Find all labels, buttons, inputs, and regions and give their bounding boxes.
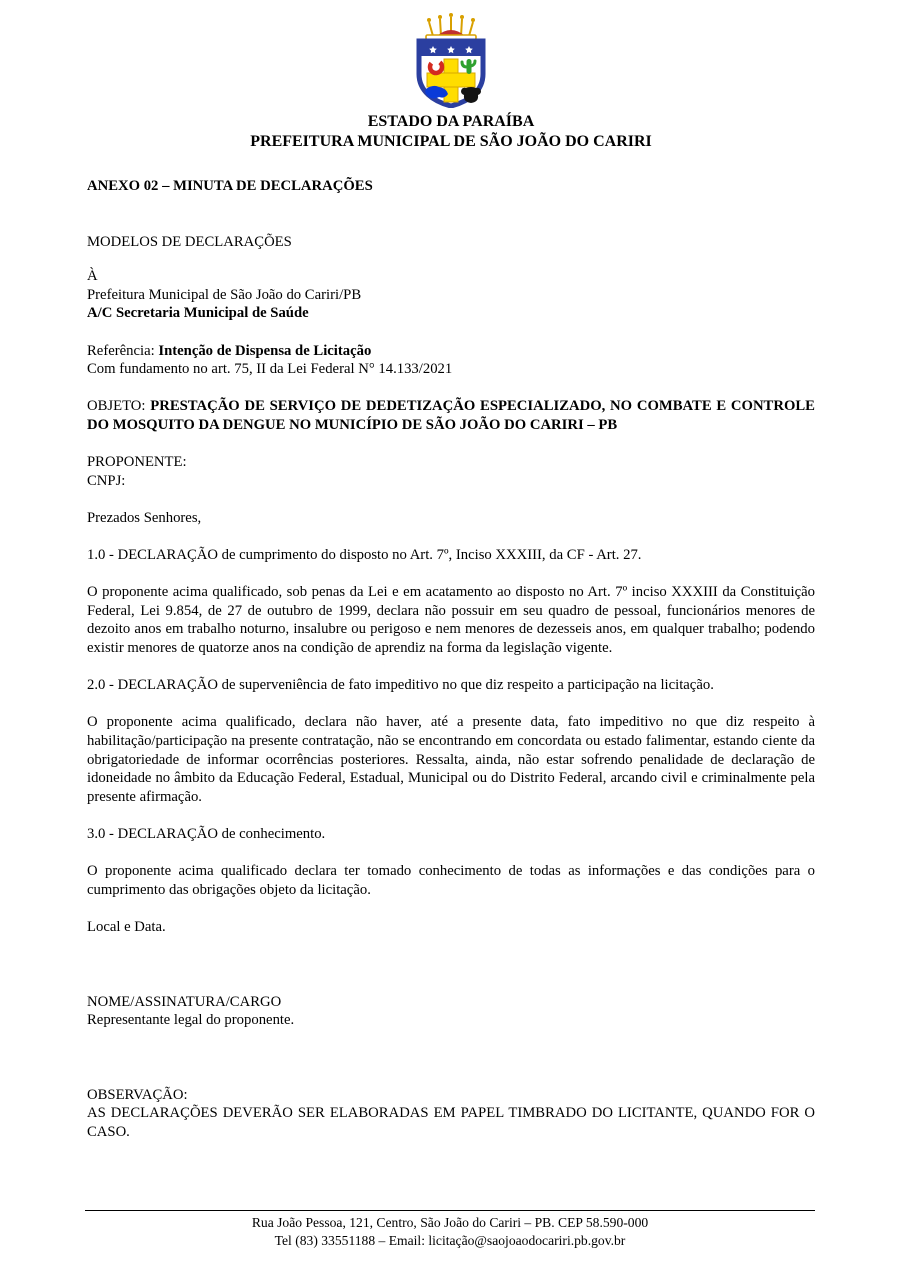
spacer (87, 1030, 815, 1086)
spacer (87, 528, 815, 547)
greeting: Prezados Senhores, (87, 509, 202, 526)
spacer (87, 379, 815, 398)
anexo-title: ANEXO 02 – MINUTA DE DECLARAÇÕES (87, 178, 373, 194)
footer-address: Rua João Pessoa, 121, Centro, São João do Cariri – PB. CEP 58.590-000 (251, 1215, 649, 1230)
spacer (87, 490, 815, 509)
footer-contact: Tel (83) 33551188 – Email: licitação@saojoaodocariri.pb.gov.br (274, 1232, 626, 1248)
spacer (87, 251, 815, 267)
legal-basis: Com fundamento no art. 75, II da Lei Federal N° 14.133/2021 (87, 361, 453, 378)
spacer (87, 899, 815, 918)
spacer (87, 658, 815, 677)
spacer (87, 695, 815, 714)
reference-value: Intenção de Dispensa de Licitação (158, 342, 372, 359)
spacer (87, 937, 815, 993)
addressee-org: Prefeitura Municipal de São João do Cariri/PB (87, 286, 362, 303)
signature-name-line: NOME/ASSINATURA/CARGO (87, 993, 282, 1010)
spacer (87, 196, 815, 233)
spacer (87, 565, 815, 584)
objeto-paragraph (87, 397, 815, 434)
signature-role-line: Representante legal do proponente. (87, 1012, 295, 1029)
section-1-heading: 1.0 - DECLARAÇÃO de cumprimento do disposto no Art. 7º, Inciso XXXIII, da CF - Art. 27. (87, 547, 642, 564)
header-municipality: PREFEITURA MUNICIPAL DE SÃO JOÃO DO CARIRI (250, 132, 652, 150)
spacer (87, 151, 815, 177)
observation-text: AS DECLARAÇÕES DEVERÃO SER ELABORADAS EM PAPEL TIMBRADO DO LICITANTE, QUANDO FOR O CASO. (87, 1105, 815, 1140)
addressee-attention: A/C Secretaria Municipal de Saúde (87, 305, 309, 322)
section-3-body: O proponente acima qualificado declara ter tomado conhecimento de todas as informações e das condições para o cumprimento das obrigações objeto da licitação. (87, 863, 815, 898)
spacer (87, 323, 815, 342)
objeto-value: PRESTAÇÃO DE SERVIÇO DE DEDETIZAÇÃO ESPECIALIZADO, NO COMBATE E CONTROLE DO MOSQUITO DA DENGUE NO MUNICÍPIO DE SÃO JOÃO DO CARIRI – PB (87, 398, 815, 433)
spacer (87, 844, 815, 863)
coat-of-arms-logo (413, 10, 489, 108)
observation-label: OBSERVAÇÃO: (87, 1086, 188, 1103)
crown-icon (426, 13, 476, 40)
reference-line (87, 342, 815, 361)
local-data: Local e Data. (87, 918, 166, 935)
objeto-label: OBJETO: (87, 398, 151, 415)
spacer (87, 806, 815, 825)
reference-label: Referência: (87, 342, 159, 359)
section-3-heading: 3.0 - DECLARAÇÃO de conhecimento. (87, 826, 326, 842)
header-state: ESTADO DA PARAÍBA (367, 113, 535, 130)
section-1-body: O proponente acima qualificado, sob penas da Lei e em acatamento ao disposto no Art. 7º inciso XXXIII da Constituição Federal, Lei 9.854, de 27 de outubro de 1999, declara não possuir em seu quadro de pessoal, funcionários menores de dezoito anos em trabalho noturno, insalubre ou perigoso e nem menores de dezesseis anos, em qualquer trabalho; podendo existir menores de quatorze anos na condição de aprendiz na forma da legislação vigente. (87, 584, 815, 657)
page-footer (85, 1210, 815, 1249)
addressee-to: À (87, 268, 98, 285)
logo-row (87, 10, 815, 108)
section-2-body: O proponente acima qualificado, declara não haver, até a presente data, fato impeditivo no que diz respeito à habilitação/participação na presente contratação, não se encontrando em concordata ou estado falimentar, estando ciente da obrigatoriedade de informar ocorrências posteriores. Ressalta, ainda, não estar sofrendo penalidade de declaração de idoneidade no âmbito da Educação Federal, Estadual, Municipal ou do Distrito Federal, arcando civil e criminalmente pela presente afirmação. (87, 714, 815, 805)
cnpj-label: CNPJ: (87, 472, 126, 489)
spacer (87, 435, 815, 454)
document-subtitle: MODELOS DE DECLARAÇÕES (87, 233, 292, 250)
proponente-label: PROPONENTE: (87, 454, 187, 471)
section-2-heading: 2.0 - DECLARAÇÃO de superveniência de fato impeditivo no que diz respeito a participação na licitação. (87, 677, 714, 694)
